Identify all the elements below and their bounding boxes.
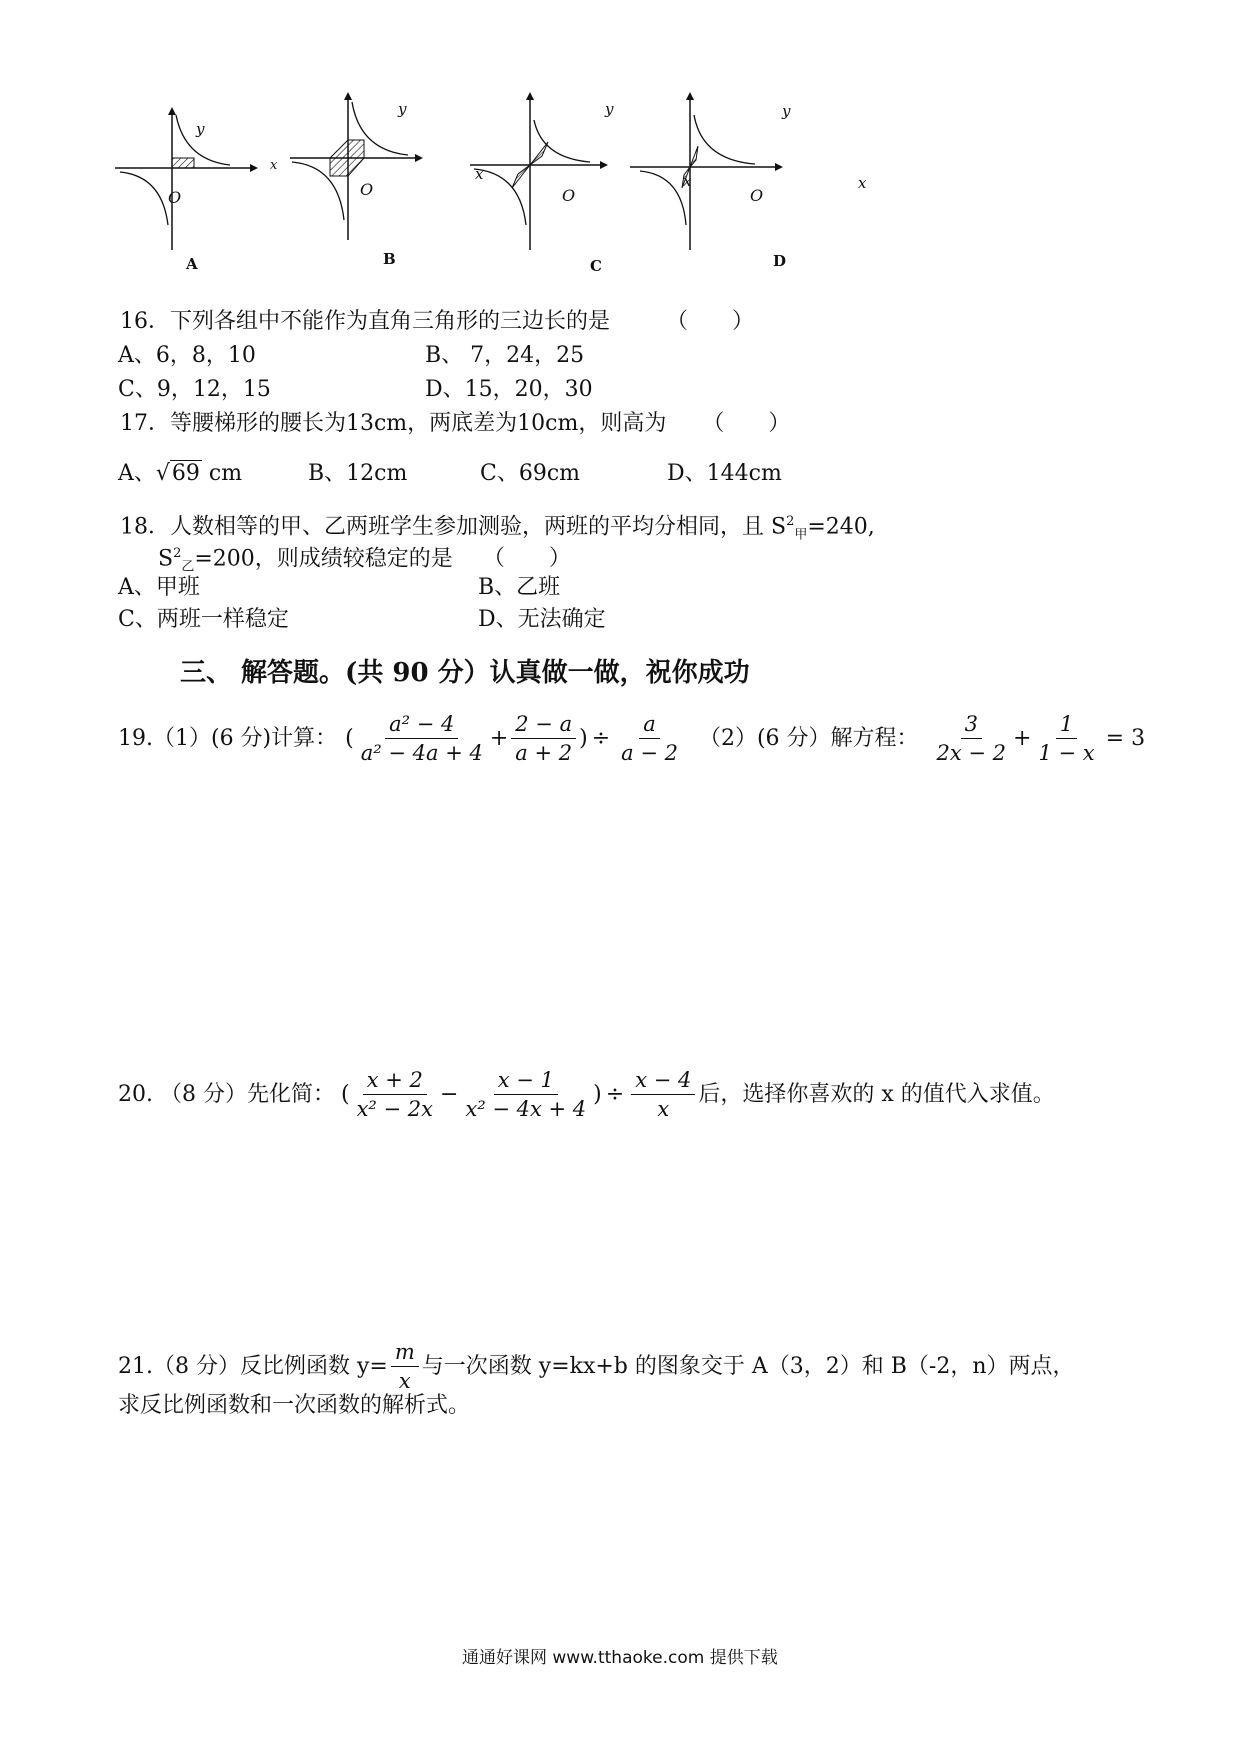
q18-sup2: 2 <box>173 546 182 561</box>
graph-b-y-label: y <box>398 100 407 118</box>
q21-f-den: x <box>398 1369 411 1393</box>
graph-d-y-label: y <box>782 102 791 120</box>
q19-fraction-3 <box>617 712 682 765</box>
graph-b-x-label: x <box>475 165 484 183</box>
q20-f3-num: x − 4 <box>631 1068 695 1095</box>
q21-line2: 求反比例函数和一次函数的解析式。 <box>118 1393 471 1418</box>
q16-option-a: A、6，8，10 <box>118 343 256 368</box>
q20-f3-den: x <box>657 1097 670 1121</box>
close-paren: ) <box>593 1081 602 1107</box>
q16-option-b: B、 7，24，25 <box>425 343 585 368</box>
q18-option-a: A、甲班 <box>118 575 200 600</box>
q20-fraction-3 <box>631 1068 695 1121</box>
open-paren: ( <box>345 725 354 751</box>
plus-sign-2: + <box>1013 725 1032 751</box>
q20-label: 20. （8 分）先化简： <box>118 1081 335 1107</box>
graph-b-origin: O <box>360 180 374 199</box>
open-paren: ( <box>340 1081 350 1107</box>
q18-answer-paren: （ ） <box>482 546 571 572</box>
q16-option-c: C、9，12，15 <box>118 377 271 402</box>
q16-option-d: D、15，20，30 <box>425 377 593 402</box>
q19-line <box>118 712 1145 765</box>
q21-post: 与一次函数 y=kx+b 的图象交于 A（3，2）和 B（-2，n）两点， <box>421 1353 1075 1379</box>
q17-stem-text: 17．等腰梯形的腰长为13cm，两底差为10cm，则高为 <box>120 411 667 436</box>
q19-fraction-2 <box>511 712 576 765</box>
graph-b-caption: B <box>383 250 396 268</box>
q18-line2-post: =200，则成绩较稳定的是 <box>194 546 453 572</box>
q20-f2-num: x − 1 <box>494 1068 558 1095</box>
q17-option-c: C、69cm <box>480 461 581 486</box>
q19-g2-num: 1 <box>1056 712 1077 739</box>
q17-stem <box>120 410 790 438</box>
graph-d-caption: D <box>773 252 787 270</box>
q16-stem-text: 16．下列各组中不能作为直角三角形的三边长的是 <box>120 309 610 334</box>
q17-option-a-radicand: 69 <box>171 461 200 486</box>
q17-option-b: B、12cm <box>308 461 408 486</box>
q18-stem-pre: 18．人数相等的甲、乙两班学生参加测验，两班的平均分相同，且 S <box>120 514 787 540</box>
graph-c-caption: C <box>590 257 602 275</box>
q20-f1-den: x² − 2x <box>356 1097 433 1121</box>
q21-f-num: m <box>391 1340 419 1367</box>
q18-sup1: 2 <box>786 514 795 529</box>
minus-sign: − <box>440 1081 459 1107</box>
graph-c-x-label: x <box>683 172 692 190</box>
graph-c-origin: O <box>562 186 576 205</box>
plus-sign: + <box>489 725 509 751</box>
divide-sign: ÷ <box>605 1081 625 1107</box>
q19-f2-num: 2 − a <box>511 712 576 739</box>
q16-stem <box>120 308 754 336</box>
q18-stem-post: =240, <box>807 514 875 540</box>
q20-fraction-2 <box>461 1068 590 1121</box>
q17-option-a <box>118 460 242 488</box>
q18-sub2: 乙 <box>181 559 195 575</box>
q19-f3-den: a − 2 <box>621 741 678 765</box>
section-heading: 三、 解答题。(共 90 分）认真做一做，祝你成功 <box>180 658 750 688</box>
graph-a-x-label: x <box>270 158 278 173</box>
graph-c <box>470 92 608 250</box>
q19-g2-den: 1 − x <box>1038 741 1095 765</box>
q18-line2-pre: S <box>158 546 174 572</box>
equals-three: = 3 <box>1105 725 1146 751</box>
q19-fraction-1 <box>357 712 487 765</box>
q21-fraction <box>391 1340 419 1393</box>
hyperbola-graphs <box>100 90 900 270</box>
q19-f1-num: a² − 4 <box>385 712 458 739</box>
q20-tail: 后，选择你喜欢的 x 的值代入求值。 <box>698 1081 1055 1107</box>
q19-eq-fraction-1 <box>933 712 1011 765</box>
graph-a-origin: O <box>168 188 182 207</box>
graph-a <box>115 107 258 250</box>
graph-d-origin: O <box>750 186 764 205</box>
q19-part1-label: 19.（1）(6 分)计算： <box>118 725 338 751</box>
q17-option-d: D、144cm <box>667 461 782 486</box>
q17-option-a-unit: cm <box>201 461 243 486</box>
footer-credit: 通通好课网 www.tthaoke.com 提供下载 <box>462 1648 778 1668</box>
q19-eq-fraction-2 <box>1034 712 1098 765</box>
q19-g1-num: 3 <box>961 712 982 739</box>
close-paren: ) <box>579 725 588 751</box>
q21-pre: 21.（8 分）反比例函数 y= <box>118 1353 388 1379</box>
q17-option-a-prefix: A、 <box>118 461 156 486</box>
q19-f3-num: a <box>639 712 660 739</box>
q20-fraction-1 <box>353 1068 437 1121</box>
q20-line <box>118 1068 1055 1121</box>
q20-f2-den: x² − 4x + 4 <box>465 1097 587 1121</box>
q20-f1-num: x + 2 <box>363 1068 427 1095</box>
q18-option-b: B、乙班 <box>478 575 561 600</box>
graph-a-caption: A <box>186 255 198 273</box>
q18-option-c: C、两班一样稳定 <box>118 607 289 632</box>
q18-sub1: 甲 <box>794 527 808 543</box>
q16-answer-paren: （ ） <box>666 309 755 334</box>
q19-part2-label: （2）(6 分）解方程： <box>698 725 919 751</box>
q19-f1-den: a² − 4a + 4 <box>360 741 483 765</box>
divide-sign: ÷ <box>591 725 611 751</box>
graph-c-y-label: y <box>605 100 614 118</box>
graph-a-y-label: y <box>196 120 205 138</box>
q17-answer-paren: （ ） <box>702 411 791 436</box>
graph-d <box>630 92 783 250</box>
q19-g1-den: 2x − 2 <box>936 741 1007 765</box>
graph-d-x-label: x <box>858 174 867 192</box>
q18-option-d: D、无法确定 <box>478 607 606 632</box>
q19-f2-den: a + 2 <box>515 741 573 765</box>
q21-line1 <box>118 1340 1075 1393</box>
sqrt-symbol: √69 <box>155 461 200 486</box>
